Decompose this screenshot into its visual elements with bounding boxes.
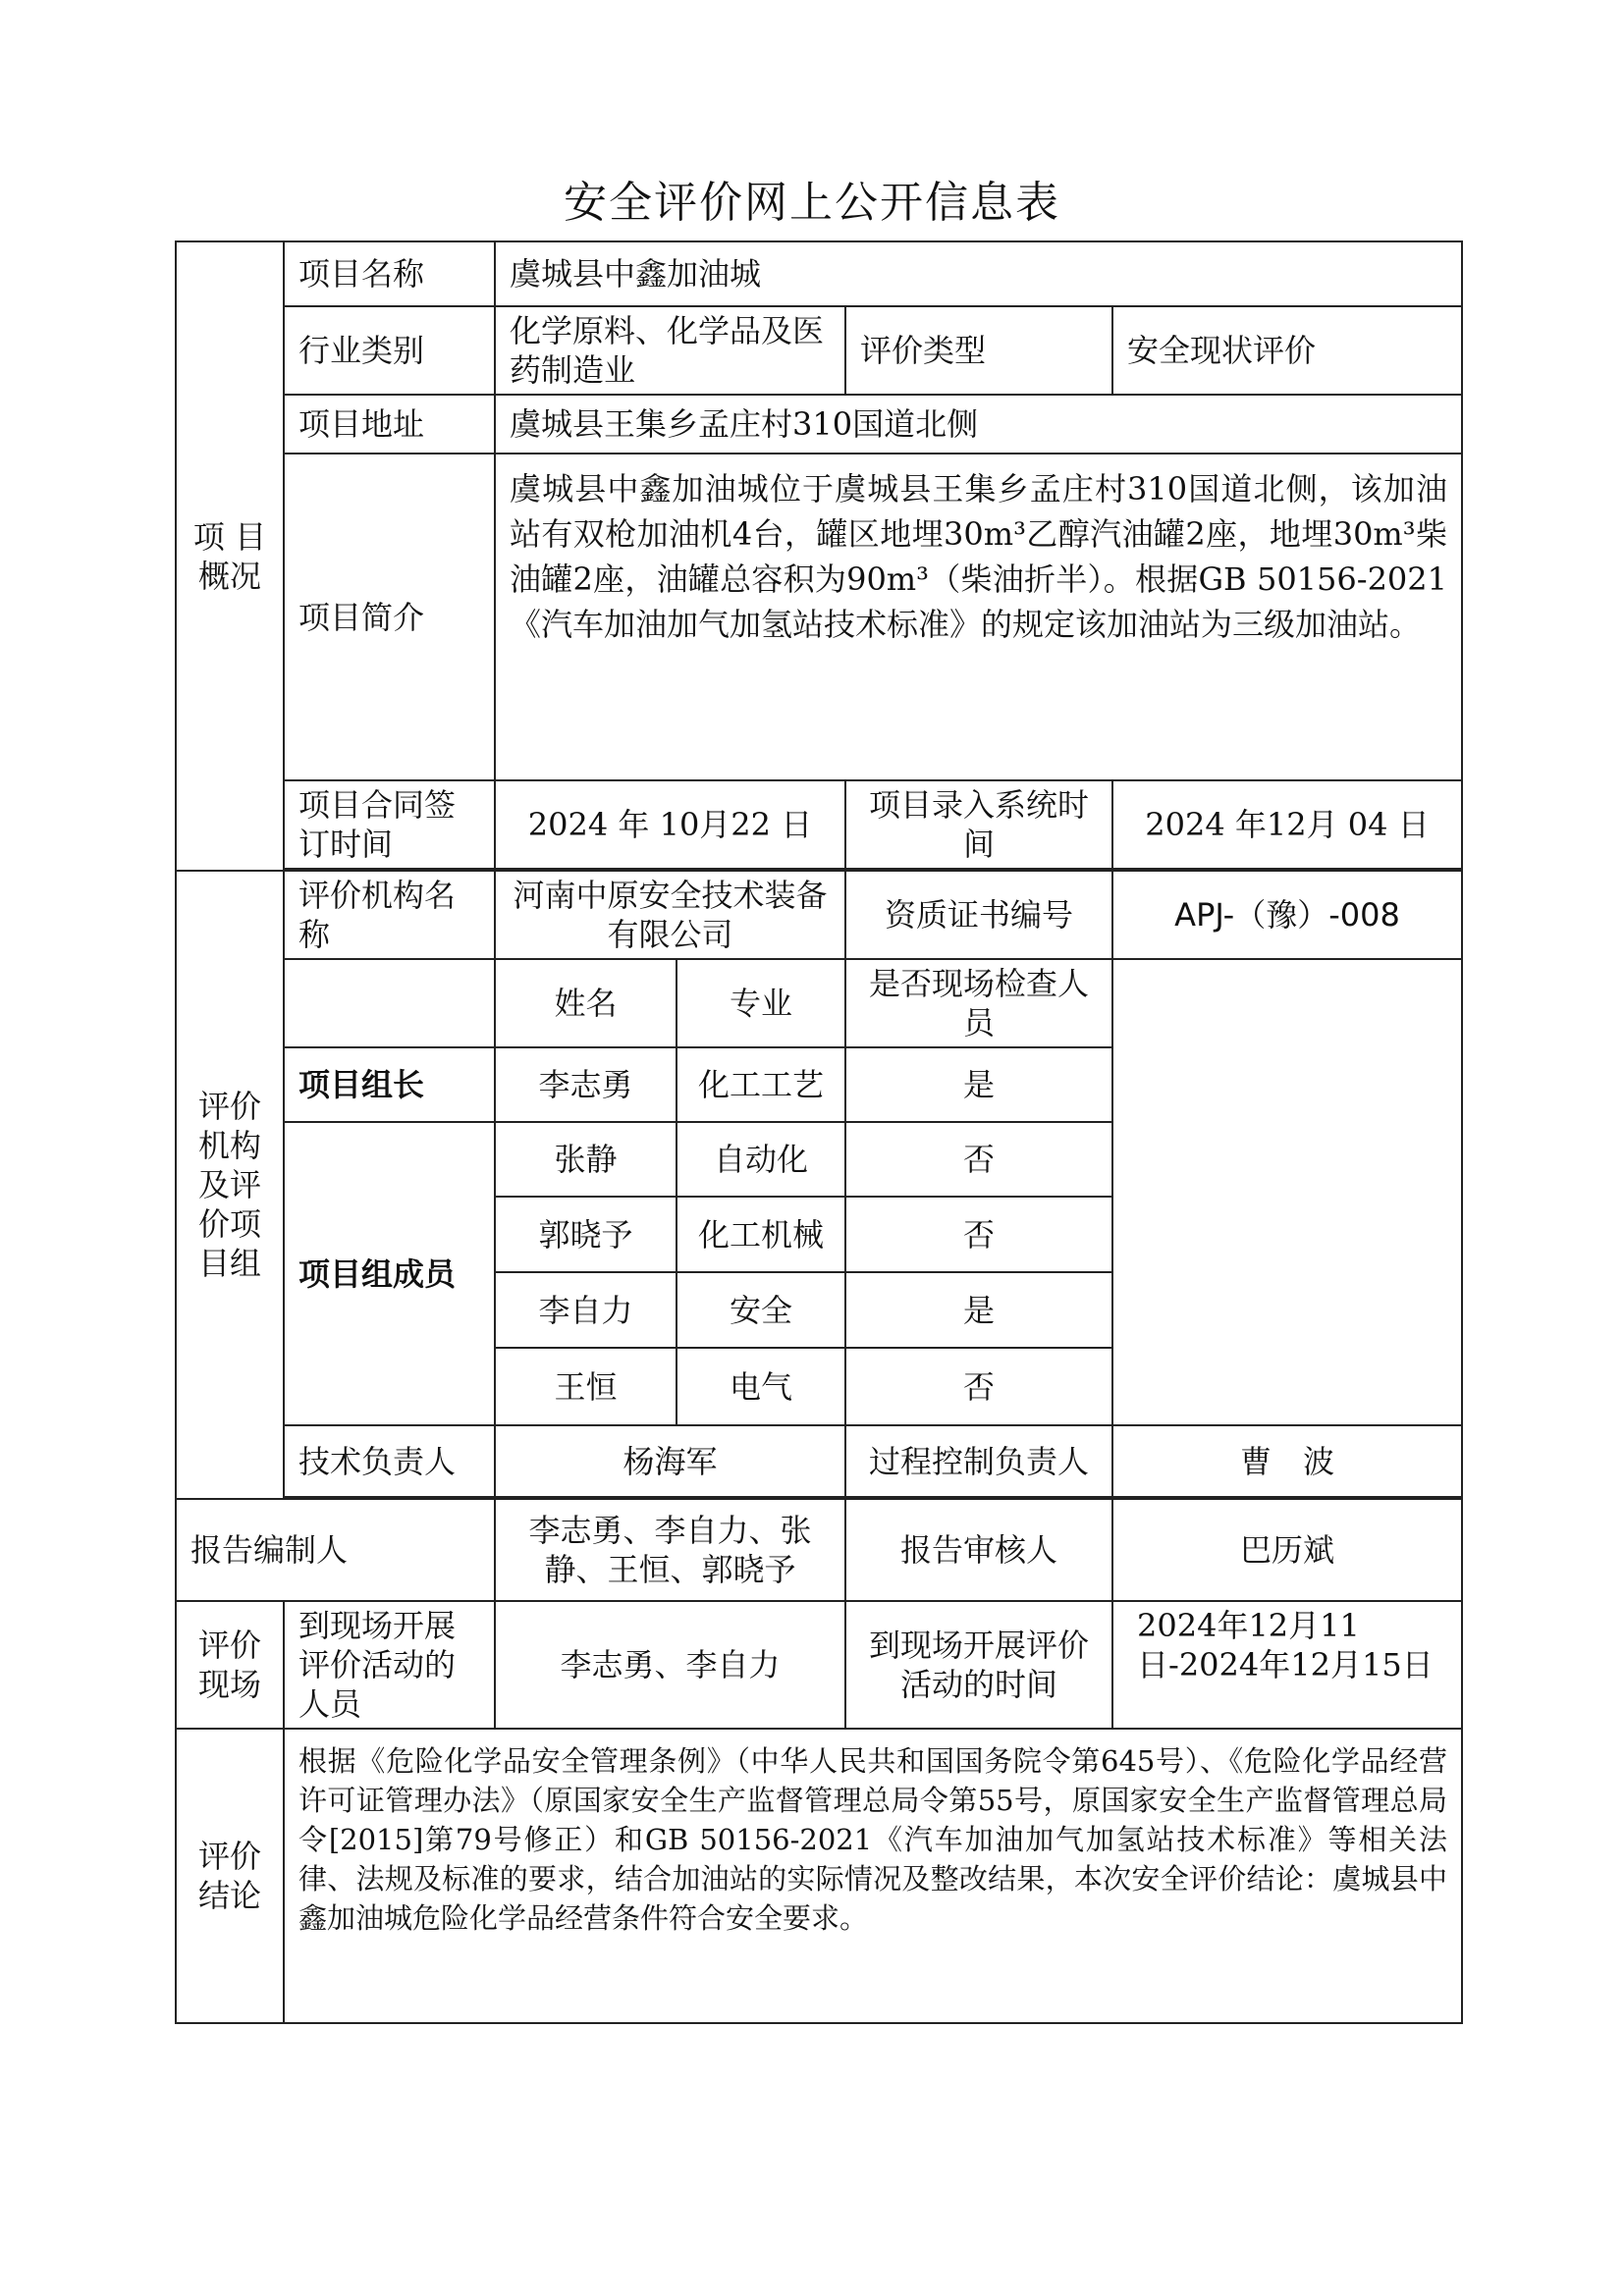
reviewer-value: 巴历斌 (1112, 1499, 1462, 1601)
conclusion-text: 根据《危险化学品安全管理条例》（中华人民共和国国务院令第645号）、《危险化学品经营许可证管理办法》（原国家安全生产监督管理总局令第55号，原国家安全生产监督管理总局令[2015]第79号修正）和GB 50156-2021《汽车加油加气加氢站技术标准》等相关法律、法规及标准的要求，结合加油站的实际情况及整改结果，本次安全评价结论：虞城县中鑫加油城危险化学品经营条件符合安全要求。 (284, 1729, 1462, 2023)
site-section-label: 评价 现场 (176, 1601, 284, 1729)
intro-label: 项目简介 (284, 454, 495, 780)
agency-name-value: 河南中原安全技术装备有限公司 (495, 871, 845, 959)
eval-type-label: 评价类型 (845, 306, 1112, 395)
site-staff-value: 李志勇、李自力 (495, 1601, 845, 1729)
leader-name: 李志勇 (495, 1047, 677, 1122)
col-major-header: 专业 (677, 959, 845, 1047)
industry-label: 行业类别 (284, 306, 495, 395)
blank-cell (284, 959, 495, 1047)
site-time-label: 到现场开展评价活动的时间 (845, 1601, 1112, 1729)
member-name: 张静 (495, 1122, 677, 1197)
member-onsite: 否 (845, 1122, 1112, 1197)
member-name: 王恒 (495, 1348, 677, 1425)
tech-lead-label: 技术负责人 (284, 1425, 495, 1497)
overview-section-label: 项 目 概况 (176, 241, 284, 871)
reviewer-label: 报告审核人 (845, 1499, 1112, 1601)
intro-value: 虞城县中鑫加油城位于虞城县王集乡孟庄村310国道北侧，该加油站有双枪加油机4台，罐区地埋30m³乙醇汽油罐2座，地埋30m³柴油罐2座，油罐总容积为90m³（柴油折半）。根据GB 50156-2021《汽车加油加气加氢站技术标准》的规定该加油站为三级加油站。 (495, 454, 1462, 780)
conclusion-section-label: 评价 结论 (176, 1729, 284, 2023)
member-onsite: 否 (845, 1197, 1112, 1272)
member-major: 化工机械 (677, 1197, 845, 1272)
page-title: 安全评价网上公开信息表 (564, 178, 1060, 228)
cert-value: APJ-（豫）-008 (1112, 871, 1462, 959)
leader-major: 化工工艺 (677, 1047, 845, 1122)
leader-label: 项目组长 (284, 1047, 495, 1122)
info-table (175, 240, 1463, 2024)
site-staff-label: 到现场开展评价活动的人员 (284, 1601, 495, 1729)
leader-onsite: 是 (845, 1047, 1112, 1122)
process-lead-label: 过程控制负责人 (845, 1425, 1112, 1497)
blank-side-cell (1112, 959, 1462, 1425)
entry-date-value: 2024 年12月 04 日 (1112, 780, 1462, 869)
compiler-label: 报告编制人 (176, 1499, 495, 1601)
project-name-label: 项目名称 (284, 241, 495, 306)
member-major: 电气 (677, 1348, 845, 1425)
col-name-header: 姓名 (495, 959, 677, 1047)
process-lead-value: 曹 波 (1112, 1425, 1462, 1497)
col-onsite-header: 是否现场检查人员 (845, 959, 1112, 1047)
tech-lead-value: 杨海军 (495, 1425, 845, 1497)
members-label: 项目组成员 (284, 1122, 495, 1425)
member-onsite: 是 (845, 1272, 1112, 1348)
member-major: 自动化 (677, 1122, 845, 1197)
agency-name-label: 评价机构名称 (284, 871, 495, 959)
contract-date-value: 2024 年 10月22 日 (495, 780, 845, 869)
agency-section-label: 评价机构及评价项目组 (176, 871, 284, 1499)
site-time-value: 2024年12月11日-2024年12月15日 (1112, 1601, 1462, 1729)
entry-date-label: 项目录入系统时间 (845, 780, 1112, 869)
address-value: 虞城县王集乡孟庄村310国道北侧 (495, 395, 1462, 454)
project-name-value: 虞城县中鑫加油城 (495, 241, 1462, 306)
address-label: 项目地址 (284, 395, 495, 454)
compiler-value: 李志勇、李自力、张静、王恒、郭晓予 (495, 1499, 845, 1601)
member-name: 李自力 (495, 1272, 677, 1348)
cert-label: 资质证书编号 (845, 871, 1112, 959)
contract-date-label: 项目合同签订时间 (284, 780, 495, 869)
eval-type-value: 安全现状评价 (1112, 306, 1462, 395)
member-onsite: 否 (845, 1348, 1112, 1425)
industry-value: 化学原料、化学品及医药制造业 (495, 306, 845, 395)
member-major: 安全 (677, 1272, 845, 1348)
member-name: 郭晓予 (495, 1197, 677, 1272)
